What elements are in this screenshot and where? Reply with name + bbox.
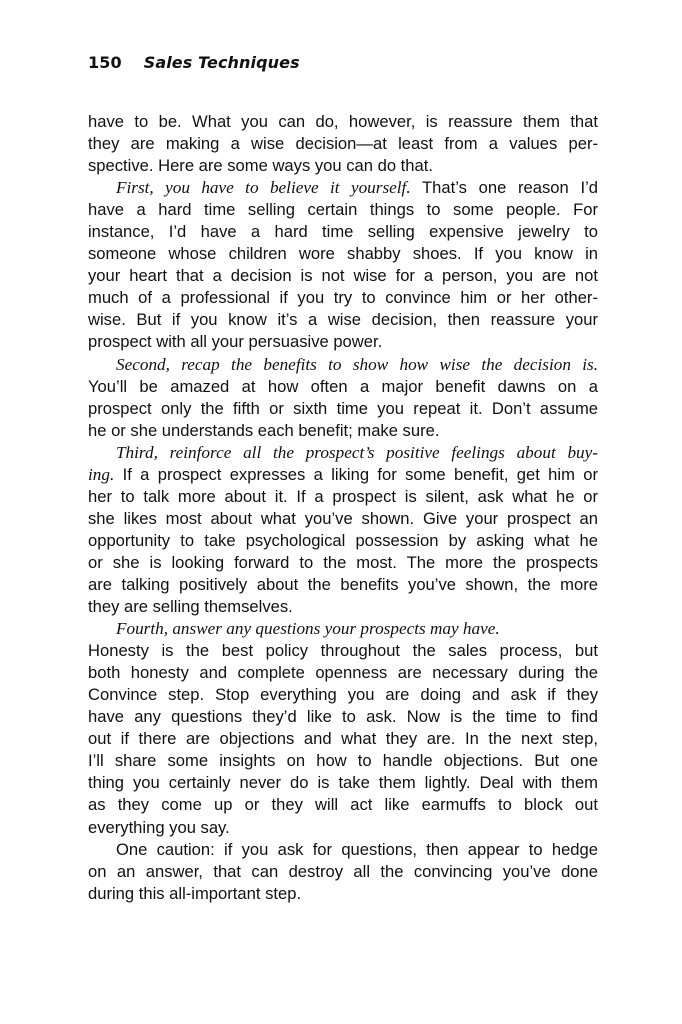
- text-line: [88, 464, 598, 486]
- text-line: [88, 243, 598, 265]
- text-line: [88, 706, 598, 728]
- text-run: Honesty is the best policy throughout the sales process, but: [88, 641, 598, 661]
- text-run: everything you say.: [88, 817, 230, 837]
- text-line: [88, 331, 598, 353]
- text-run: wise. But if you know it’s a wise decision, then reassure your: [88, 310, 598, 330]
- text-line: [88, 221, 598, 243]
- text-run: someone whose children wore shabby shoes. If you know in: [88, 244, 598, 264]
- text-line: [88, 199, 598, 221]
- text-line: [88, 817, 598, 839]
- text-line: [88, 354, 598, 376]
- text-line: [88, 618, 598, 640]
- text-line: [88, 155, 598, 177]
- running-title: Sales Techniques: [143, 53, 300, 72]
- text-run: prospect only the fifth or sixth time you repeat it. Don’t assume: [88, 398, 598, 418]
- running-head: [88, 53, 300, 72]
- text-run: If a prospect expresses a liking for some benefit, get him or: [114, 464, 598, 484]
- text-run: prospect with all your persuasive power.: [88, 332, 383, 352]
- text-line: [88, 420, 598, 442]
- text-line: [88, 486, 598, 508]
- text-run: thing you certainly never do is take them lightly. Deal with them: [88, 773, 598, 793]
- text-line: [88, 287, 598, 309]
- text-line: [88, 265, 598, 287]
- text-line: [88, 596, 598, 618]
- text-run: have any questions they’d like to ask. Now is the time to find: [88, 707, 598, 727]
- text-line: [88, 794, 598, 816]
- text-run: they are making a wise decision—at least from a values per-: [88, 134, 598, 154]
- text-line: [88, 772, 598, 794]
- italic-run: ing.: [88, 464, 115, 484]
- text-line: [88, 133, 598, 155]
- text-line: [88, 662, 598, 684]
- text-run: are talking positively about the benefits you’ve shown, the more: [88, 574, 598, 594]
- italic-run: Second, recap the benefits to show how wise the decision is.: [116, 354, 598, 374]
- text-run: Convince step. Stop everything you are doing and ask if they: [88, 685, 598, 705]
- text-run: You’ll be amazed at how often a major benefit dawns on a: [88, 376, 598, 396]
- text-run: opportunity to take psychological possession by asking what he: [88, 530, 598, 550]
- italic-run: Third, reinforce all the prospect’s positive feelings about buy-: [116, 442, 598, 462]
- text-run: I’ll share some insights on how to handle objections. But one: [88, 751, 598, 771]
- text-line: [88, 111, 598, 133]
- italic-run: Fourth, answer any questions your prospects may have.: [116, 619, 500, 639]
- text-line: [88, 883, 598, 905]
- italic-run: First, you have to believe it yourself.: [116, 178, 411, 198]
- text-run: they are selling themselves.: [88, 597, 293, 617]
- text-run: during this all-important step.: [88, 883, 302, 903]
- text-run: That’s one reason I’d: [410, 178, 599, 198]
- text-line: [88, 750, 598, 772]
- text-line: [88, 574, 598, 596]
- text-line: [88, 728, 598, 750]
- text-run: out if there are objections and what they are. In the next step,: [88, 729, 598, 749]
- text-run: as they come up or they will act like earmuffs to block out: [88, 795, 598, 815]
- text-run: have a hard time selling certain things to some people. For: [88, 200, 598, 220]
- text-line: [88, 398, 598, 420]
- text-line: [88, 530, 598, 552]
- text-line: [88, 309, 598, 331]
- text-run: on an answer, that can destroy all the convincing you’ve done: [88, 861, 598, 881]
- text-run: he or she understands each benefit; make sure.: [88, 420, 440, 440]
- text-line: [88, 839, 598, 861]
- text-line: [88, 177, 598, 199]
- text-run: much of a professional if you try to convince him or her other-: [88, 288, 598, 308]
- text-line: [88, 640, 598, 662]
- text-run: her to talk more about it. If a prospect is silent, ask what he or: [88, 486, 598, 506]
- text-line: [88, 861, 598, 883]
- text-run: instance, I’d have a hard time selling expensive jewelry to: [88, 222, 598, 242]
- text-line: [88, 442, 598, 464]
- text-run: she likes most about what you’ve shown. Give your prospect an: [88, 508, 598, 528]
- body-text: [88, 111, 598, 905]
- text-line: [88, 684, 598, 706]
- text-run: both honesty and complete openness are necessary during the: [88, 663, 598, 683]
- page-number: 150: [88, 53, 122, 72]
- text-run: One caution: if you ask for questions, then appear to hedge: [116, 839, 598, 859]
- text-run: or she is looking forward to the most. The more the prospects: [88, 552, 598, 572]
- text-line: [88, 552, 598, 574]
- text-line: [88, 376, 598, 398]
- text-line: [88, 508, 598, 530]
- text-run: your heart that a decision is not wise for a person, you are not: [88, 266, 598, 286]
- text-run: have to be. What you can do, however, is reassure them that: [88, 112, 598, 131]
- text-run: spective. Here are some ways you can do that.: [88, 156, 433, 176]
